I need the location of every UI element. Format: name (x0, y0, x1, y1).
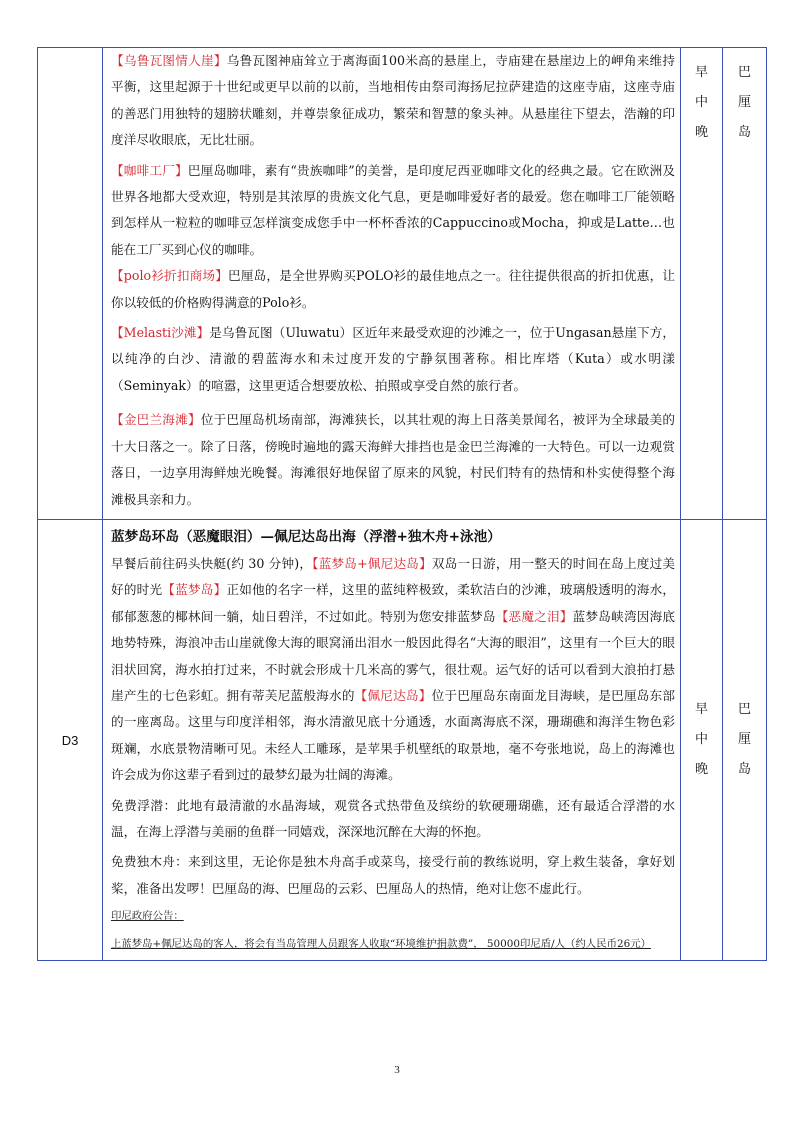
meals-list (681, 695, 722, 785)
itinerary-table (37, 47, 767, 961)
attraction-jimbaran-beach (103, 407, 680, 519)
meals-cell (681, 48, 723, 520)
hotel-location (723, 695, 766, 785)
description-cell (103, 48, 681, 520)
page-number: 3 (394, 1064, 400, 1076)
hotel-location (723, 48, 766, 148)
attraction-text: 巴厘岛咖啡，素有“贵族咖啡”的美誉，是印度尼西亚咖啡文化的经典之最。它在欧洲及世界各地都大受欢迎，特别是其浓厚的贵族文化气息，更是咖啡爱好者的最爱。您在咖啡工厂能领略到怎样从一粒粒的咖啡豆怎样演变成您手中一杯杯香浓的Cappuccino或Mocha，抑或是Latte…也能在工厂买到心仪的咖啡。 (111, 162, 675, 257)
day-title: 蓝梦岛环岛（恶魔眼泪）—佩尼达岛出海（浮潜+独木舟+泳池） (111, 528, 501, 545)
hotel-cell (723, 519, 767, 960)
hotel-char: 岛 (737, 125, 751, 140)
description-cell (103, 519, 681, 960)
hotel-char: 巴 (737, 65, 751, 80)
day-intro (103, 551, 680, 789)
intro-text: 正如他的名字一样，这里的蓝纯粹极致，柔软洁白的沙滩，玻璃般透明的海水，郁郁葱葱的椰林间一躺，灿日碧洋，不过如此。特别为您安排蓝梦岛 (111, 582, 676, 624)
meal-breakfast: 早 (694, 65, 708, 80)
meals-cell (681, 519, 723, 960)
itinerary-row-d3 (38, 519, 767, 960)
notice-text: 上蓝梦岛+佩尼达岛的客人，将会有当岛管理人员跟客人收取“环境维护捐款费”， 50000印尼盾/人（约人民币26元） (111, 938, 651, 951)
attraction-tag: 【Melasti沙滩】 (111, 325, 210, 341)
attraction-tag: 【咖啡工厂】 (111, 162, 188, 178)
attraction-text: 巴厘岛，是全世界购买POLO衫的最佳地点之一。往往提供很高的折扣优惠，让你以较低的价格购得满意的Polo衫。 (111, 268, 675, 310)
intro-text: 位于巴厘岛东南面龙目海峡，是巴厘岛东部的一座离岛。这里与印度洋相邻，海水清澈见底十分通透，水面离海底不深，珊瑚礁和海洋生物色彩斑斓，水底景物清晰可见。未经人工雕琢，是苹果手机壁纸的取景地，毫不夸张地说，岛上的海滩也许会成为你这辈子看到过的最梦幻最为壮阔的海滩。 (111, 687, 676, 783)
notice-label: 印尼政府公告： (111, 910, 184, 923)
hotel-char: 岛 (737, 762, 751, 778)
attraction-tag: 【polo衫折扣商场】 (111, 268, 229, 284)
hotel-char: 厘 (737, 732, 751, 748)
attraction-text: 乌鲁瓦图神庙耸立于离海面100米高的悬崖上，寺庙建在悬崖边上的岬角来维持平衡，这里起源于十世纪或更早以前的以前，当地相传由祭司海扬尼拉萨建造的这座寺庙，这座寺庙的善恶门用独特的翅膀状雕刻，并尊崇象征成功，繁荣和智慧的象头神。从悬崖往下望去，浩瀚的印度洋尽收眼底，无比壮丽。 (111, 53, 676, 148)
hotel-cell (723, 48, 767, 520)
day-cell: D3 (38, 519, 103, 960)
meal-dinner: 晚 (694, 125, 708, 140)
meals-list (681, 48, 722, 148)
meal-lunch: 中 (694, 732, 708, 748)
attraction-tag: 【蓝梦岛+佩尼达岛】 (312, 555, 432, 571)
attraction-tag: 【乌鲁瓦图情人崖】 (111, 53, 227, 68)
intro-text: 蓝梦岛峡湾因海底地势特殊，海浪冲击山崖就像大海的眼窝涌出泪水一般因此得名“大海的眼泪”，这里有一个巨大的眼泪状回窝，海水拍打过来，不时就会形成十几米高的雾气，很壮观。运气好的话可以看到大浪拍打悬崖产生的七色彩虹。拥有蒂芙尼蓝般海水的 (111, 608, 676, 703)
intro-text: 双岛一日游，用一整天的时间在岛上度过美好的时光 (111, 555, 676, 598)
intro-text: 早餐后前往码头快艇(约 30 分钟)， (111, 555, 313, 571)
hotel-char: 厘 (737, 95, 751, 110)
snorkel-paragraph: 免费浮潜：此地有最清澈的水晶海域，观赏各式热带鱼及缤纷的软硬珊瑚礁，还有最适合浮潜的水温，在海上浮潜与美丽的鱼群一同嬉戏，深深地沉醉在大海的怀抱。 (111, 797, 675, 839)
meal-lunch: 中 (694, 95, 708, 110)
canoe-paragraph: 免费独木舟：来到这里，无论你是独木舟高手或菜鸟，接受行前的教练说明，穿上救生装备，拿好划桨，准备出发啰！巴厘岛的海、巴厘岛的云彩、巴厘岛人的热情，绝对让您不虚此行。 (111, 854, 675, 896)
day-cell (38, 48, 103, 520)
attraction-polo-outlet (103, 263, 680, 316)
attraction-tag: 【恶魔之泪】 (495, 608, 573, 624)
attraction-tag: 【佩尼达岛】 (354, 687, 432, 703)
meal-breakfast: 早 (694, 702, 708, 718)
attraction-uluwatu (103, 48, 680, 154)
meal-dinner: 晚 (694, 762, 708, 778)
attraction-text: 是乌鲁瓦图（Uluwatu）区近年来最受欢迎的沙滩之一，位于Ungasan悬崖下方，以纯净的白沙、清澈的碧蓝海水和未过度开发的宁静氛围著称。相比库塔（Kuta）或水明漾（Seminyak）的喧嚣，这里更适合想要放松、拍照或享受自然的旅行者。 (111, 325, 675, 393)
attraction-melasti-beach (103, 320, 680, 399)
attraction-tag: 【蓝梦岛】 (162, 582, 227, 598)
attraction-coffee-factory (103, 158, 680, 264)
attraction-tag: 【金巴兰海滩】 (111, 412, 201, 428)
itinerary-row-d2 (38, 48, 767, 520)
hotel-char: 巴 (737, 702, 751, 718)
attraction-text: 位于巴厘岛机场南部，海滩狭长，以其壮观的海上日落美景闻名，被评为全球最美的十大日落之一。除了日落，傍晚时遍地的露天海鲜大排挡也是金巴兰海滩的一大特色。可以一边观赏落日，一边享用海鲜烛光晚餐。海滩很好地保留了原来的风貌，村民们特有的热情和朴实使得整个海滩极具亲和力。 (111, 412, 676, 507)
